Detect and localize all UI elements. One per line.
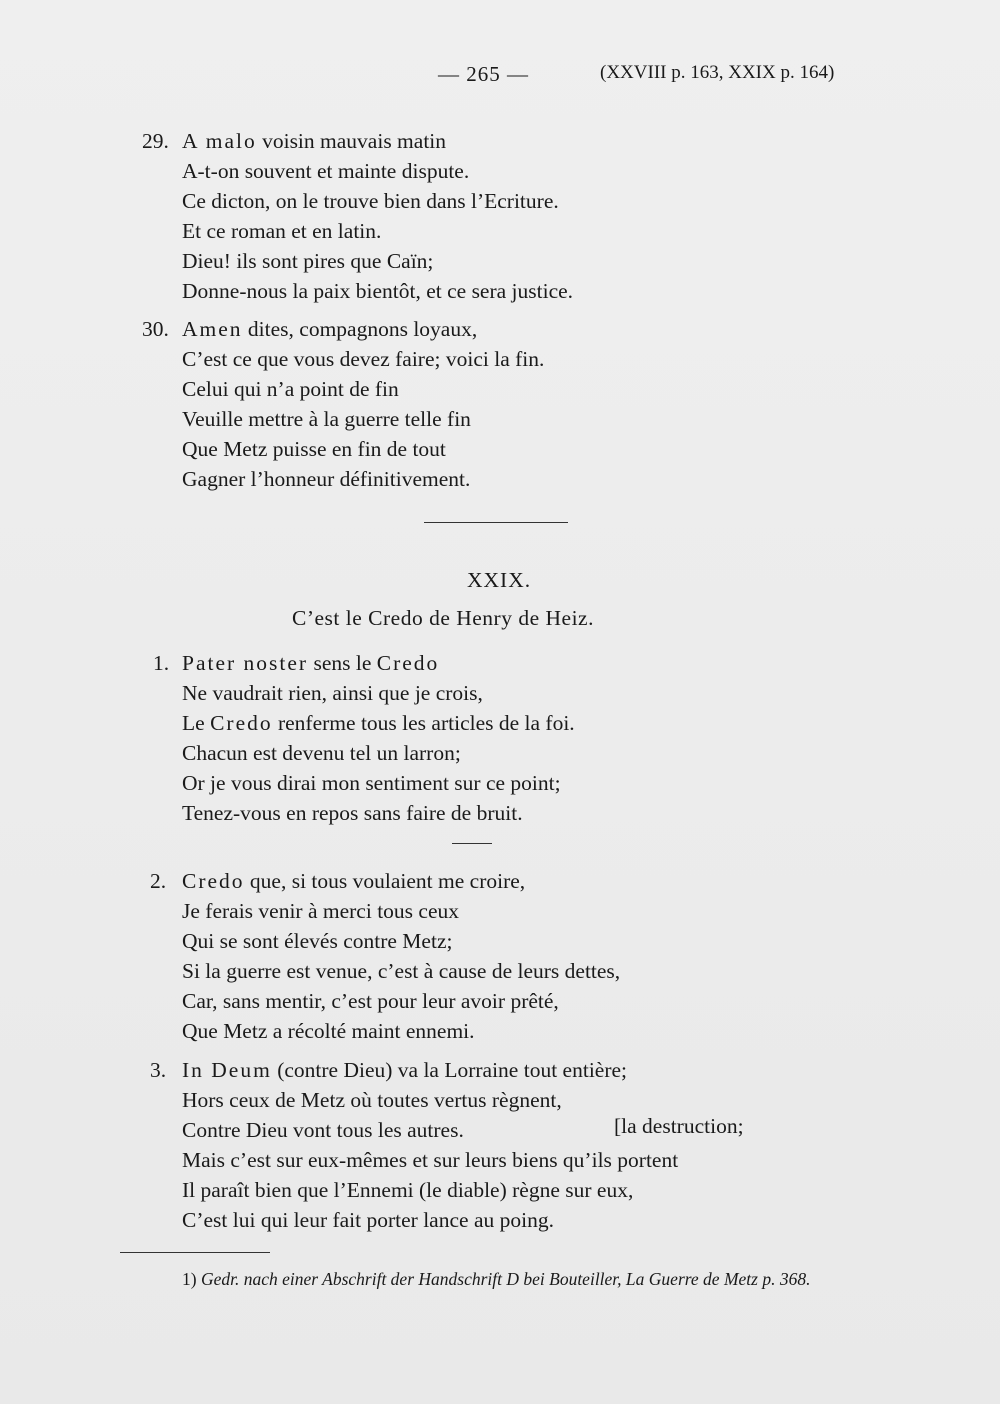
- verse-line: Veuille mettre à la guerre telle fin: [182, 407, 471, 431]
- verse-line: Gagner l’honneur définitivement.: [182, 467, 471, 491]
- verse-text: sens le: [308, 651, 377, 675]
- verse-line: Que Metz a récolté maint ennemi.: [182, 1019, 475, 1043]
- verse-line: Qui se sont élevés contre Metz;: [182, 929, 453, 953]
- verse-line: Celui qui n’a point de fin: [182, 377, 399, 401]
- verse-line: [182, 126, 446, 156]
- verse-text: que, si tous voulaient me croire,: [244, 869, 526, 893]
- section-title: C’est le Credo de Henry de Heiz.: [292, 606, 594, 630]
- verse-line: Tenez-vous en repos sans faire de bruit.: [182, 801, 523, 825]
- verse-line: Mais c’est sur eux-mêmes et sur leurs biens qu’ils portent: [182, 1148, 679, 1172]
- stanza-number: 2.: [150, 869, 167, 893]
- verse-text: dites, compagnons loyaux,: [242, 317, 478, 341]
- spaced-word: Amen: [182, 317, 243, 341]
- verse-text: renferme tous les articles de la foi.: [272, 711, 575, 735]
- page-reference: (XXVIII p. 163, XXIX p. 164): [600, 62, 835, 83]
- page-number: — 265 —: [438, 62, 529, 86]
- verse-line: [182, 866, 525, 896]
- section-divider: [424, 522, 568, 523]
- verse-line: Que Metz puisse en fin de tout: [182, 437, 446, 461]
- spaced-word: In Deum: [182, 1058, 272, 1082]
- verse-line: Ce dicton, on le trouve bien dans l’Ecriture.: [182, 189, 559, 213]
- verse-text: (contre Dieu) va la Lorraine tout entière;: [271, 1058, 628, 1082]
- footnote-mark: 1): [182, 1269, 197, 1289]
- stanza-number: 29.: [142, 129, 169, 153]
- stanza-number: 1.: [153, 651, 170, 675]
- section-number: XXIX.: [467, 568, 532, 592]
- spaced-word: Credo: [182, 869, 245, 893]
- verse-line: [182, 708, 575, 738]
- spaced-word: A malo: [182, 129, 257, 153]
- stanza-number: 3.: [150, 1058, 167, 1082]
- verse-line: Il paraît bien que l’Ennemi (le diable) règne sur eux,: [182, 1178, 634, 1202]
- verse-continuation: [la destruction;: [614, 1114, 744, 1138]
- verse-line: Contre Dieu vont tous les autres.: [182, 1118, 464, 1142]
- verse-line: Et ce roman et en latin.: [182, 219, 382, 243]
- verse-line: [182, 648, 439, 678]
- verse-line: Si la guerre est venue, c’est à cause de leurs dettes,: [182, 959, 621, 983]
- footnote-text: Gedr. nach einer Abschrift der Handschrift D bei Bouteiller, La Guerre de Metz p. 368.: [200, 1269, 811, 1289]
- running-header: [0, 60, 1000, 90]
- verse-line: C’est ce que vous devez faire; voici la fin.: [182, 347, 545, 371]
- verse-line: Ne vaudrait rien, ainsi que je crois,: [182, 681, 483, 705]
- spaced-word: Credo: [210, 711, 273, 735]
- verse-text: voisin mauvais matin: [256, 129, 447, 153]
- verse-line: Donne-nous la paix bientôt, et ce sera justice.: [182, 279, 574, 303]
- stanza-divider: [452, 843, 492, 844]
- spaced-word: Pater noster: [182, 651, 309, 675]
- verse-line: [182, 1055, 627, 1085]
- verse-line: Chacun est devenu tel un larron;: [182, 741, 461, 765]
- footnote: [120, 1264, 865, 1294]
- verse-text: Le: [182, 711, 211, 735]
- verse-line: Dieu! ils sont pires que Caïn;: [182, 249, 434, 273]
- verse-line: Je ferais venir à merci tous ceux: [182, 899, 459, 923]
- spaced-word: Credo: [376, 651, 440, 675]
- stanza-number: 30.: [142, 317, 169, 341]
- verse-line: [182, 314, 477, 344]
- verse-line: Car, sans mentir, c’est pour leur avoir prêté,: [182, 989, 559, 1013]
- verse-line: A-t-on souvent et mainte dispute.: [182, 159, 470, 183]
- verse-line: C’est lui qui leur fait porter lance au poing.: [182, 1208, 554, 1232]
- verse-line: Or je vous dirai mon sentiment sur ce point;: [182, 771, 561, 795]
- footnote-rule: [120, 1252, 270, 1253]
- verse-line: Hors ceux de Metz où toutes vertus règnent,: [182, 1088, 562, 1112]
